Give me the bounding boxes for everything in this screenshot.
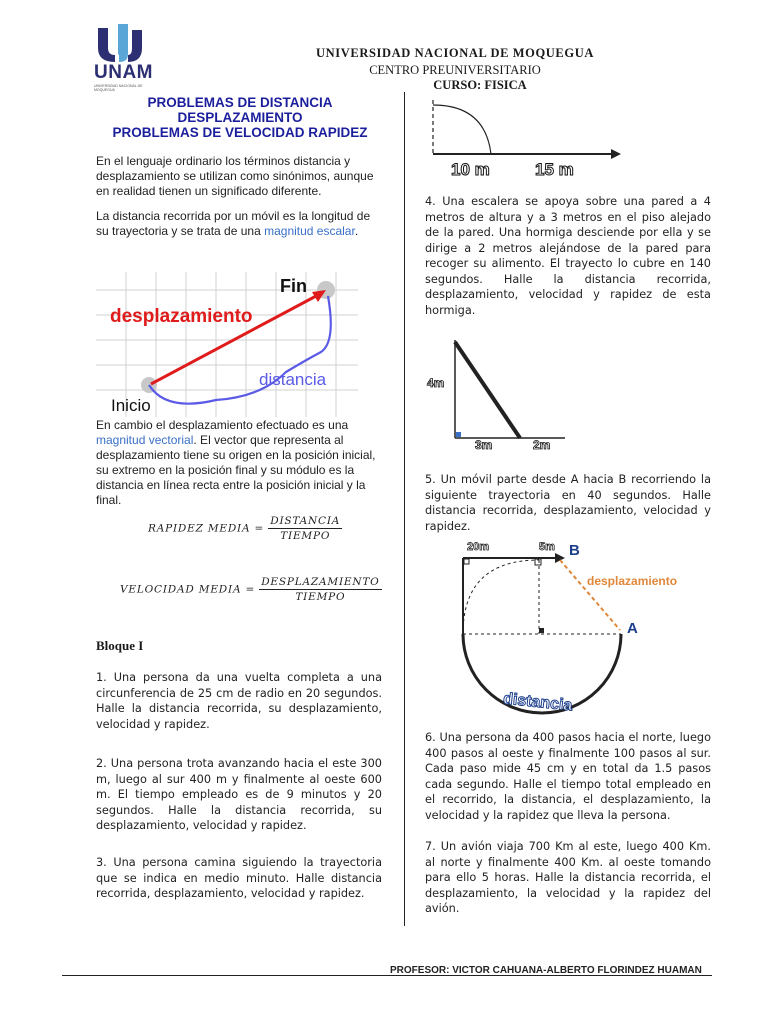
formula-1-lhs: RAPIDEZ MEDIA = [148, 522, 265, 535]
logo-subtitle: UNIVERSIDAD NACIONAL DE MOQUEGUA [94, 84, 143, 92]
figure-distance-vs-displacement [96, 272, 358, 417]
fig5-point-a: A [627, 620, 638, 637]
formula-1-numerator: DISTANCIA [270, 515, 341, 527]
formula-rapidez-media [148, 515, 342, 542]
figure-problem-3 [425, 92, 625, 187]
footer-teachers: PROFESOR: VICTOR CAHUANA-ALBERTO FLORINDEZ HUAMAN [390, 965, 702, 976]
formula-2-lhs: VELOCIDAD MEDIA = [120, 583, 256, 596]
logo-name: UNAM [94, 62, 153, 83]
intro-paragraph-2 [96, 209, 381, 239]
figure-problem-4 [425, 330, 575, 460]
vector-text-b: . El vector que representa al desplazamiento tiene su origen en la posición inicial, su extremo en la posición final y su módulo es la distancia en línea recta entre la posición inicial y la final. [96, 433, 376, 507]
fig3-label-10m: 10 m [451, 160, 490, 179]
fig5-distancia-label: distancia [502, 690, 574, 715]
formula-1-denominator: TIEMPO [280, 530, 331, 542]
fig5-label-5m: 5m [539, 541, 555, 553]
fig5-label-20m: 20m [467, 541, 490, 553]
problem-5: 5. Un móvil parte desde A hacia B recorriendo la siguiente trayectoria en 40 segundos. Halle distancia recorrida, desplazamiento, velocidad y rapidez. [425, 473, 711, 533]
header-course: CURSO: FISICA [433, 78, 527, 92]
problem-7: 7. Un avión viaja 700 Km al este, luego 400 Km. al norte y finalmente 400 Km. al oeste tomando para ello 5 horas. Halle la distancia recorrida, el desplazamiento, la velocidad y la rapidez del avión. [425, 840, 711, 915]
desplazamiento-label: desplazamiento [110, 306, 253, 327]
column-divider [404, 92, 405, 926]
formula-2-fraction [259, 576, 381, 603]
magnitud-vectorial-link[interactable]: magnitud vectorial [96, 433, 194, 447]
unam-logo-icon [92, 24, 152, 64]
fig4-label-4m: 4m [427, 376, 445, 390]
problem-3: 3. Una persona camina siguiendo la trayectoria que se indica en medio minuto. Halle distancia recorrida, desplazamiento, velocidad y rapidez. [96, 856, 382, 900]
problem-1: 1. Una persona da una vuelta completa a una circunferencia de 25 cm de radio en 20 segundos. Halle la distancia recorrida, su desplazamiento, velocidad y rapidez. [96, 671, 382, 731]
formula-1-fraction [268, 515, 342, 542]
header-center: CENTRO PREUNIVERSITARIO [369, 63, 541, 77]
distancia-label: distancia [259, 370, 327, 389]
vector-paragraph [96, 418, 386, 508]
fin-label: Fin [280, 276, 307, 296]
fig3-label-15m: 15 m [535, 160, 574, 179]
header-university: UNIVERSIDAD NACIONAL DE MOQUEGUA [316, 46, 594, 60]
logo [92, 24, 152, 90]
fig4-label-3m: 3m [475, 438, 493, 452]
fig5-desplazamiento-label: desplazamiento [587, 574, 678, 588]
title-line3: PROBLEMAS DE VELOCIDAD RAPIDEZ [112, 125, 368, 140]
problem-4: 4. Una escalera se apoya sobre una pared a 4 metros de altura y a 3 metros en el piso alejado de la pared. Una hormiga desciende por ella y se dirige a 2 metros alejándose de la pared para recoger su alimento. El trayecto lo cubre en 140 segundos. Halle la distancia recorrida, desplazamiento, velocidad y rapidez de esta hormiga. [425, 195, 711, 317]
intro-p2-end: . [354, 224, 359, 238]
inicio-label: Inicio [111, 396, 151, 415]
intro-paragraph-1: En el lenguaje ordinario los términos distancia y desplazamiento se utilizan como sinónimos, aunque en realidad tienen un significado diferente. [96, 154, 374, 198]
title-line1: PROBLEMAS DE DISTANCIA [147, 95, 333, 110]
title-line2: DESPLAZAMIENTO [177, 110, 303, 125]
magnitud-escalar-link[interactable]: magnitud escalar [264, 224, 355, 238]
block-title: Bloque I [96, 638, 144, 653]
formula-2-numerator: DESPLAZAMIENTO [261, 576, 380, 588]
fig5-point-b: B [569, 542, 580, 559]
formula-2-denominator: TIEMPO [295, 591, 346, 603]
figure-problem-5 [455, 538, 685, 728]
intro-p2-text: La distancia recorrida por un móvil es la longitud de su trayectoria y se trata de una [96, 209, 371, 238]
formula-velocidad-media [120, 576, 382, 603]
vector-text-a: En cambio el desplazamiento efectuado es una [96, 418, 349, 432]
problem-2: 2. Una persona trota avanzando hacia el este 300 m, luego al sur 400 m y finalmente al oeste 600 m. El tiempo empleado es de 9 minutos y 20 segundos. Halle la distancia recorrida, su desplazamiento, velocidad y rapidez. [96, 757, 382, 832]
fig4-label-2m: 2m [533, 438, 551, 452]
problem-6: 6. Una persona da 400 pasos hacia el norte, luego 400 pasos al oeste y finalmente 100 pasos al sur. Cada paso mide 45 cm y en total da 1.5 pasos cada segundo. Halle el tiempo total empleado en el recorrido, la distancia, el desplazamiento, la velocidad y la rapidez que lleva la persona. [425, 731, 711, 822]
